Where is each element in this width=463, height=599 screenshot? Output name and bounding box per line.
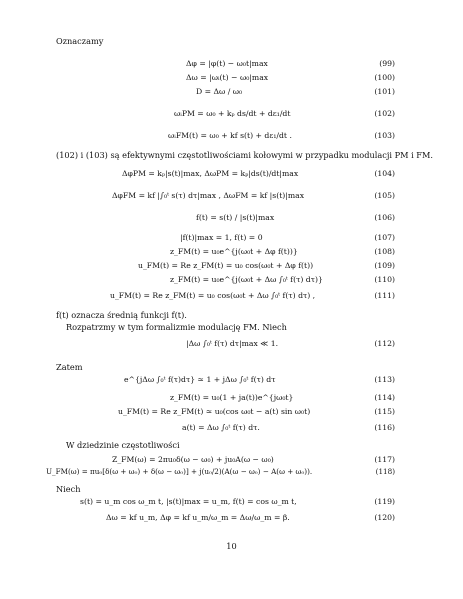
equation-expression: s(t) = u_m cos ω_m t, |s(t)|max = u_m, f(t) = cos ω_m t, [80,497,297,506]
equation-number: (117) [374,455,395,464]
equation-number: (114) [374,393,395,402]
equation-106 [56,208,395,228]
equation-expression: a(t) = Δω ∫₀ᵗ f(τ) dτ. [182,423,260,432]
equation-number: (112) [374,339,395,348]
equation-111 [56,286,395,306]
equation-number: (102) [374,109,395,118]
paragraph-effective-frequencies: (102) i (103) są efektywnymi częstotliwościami kołowymi w przypadku modulacji PM i FM. [56,150,433,160]
equation-number: (106) [374,213,395,222]
equation-expression: z_FM(t) = u₀e^{j(ω₀t + Δφ f(t))} [170,247,298,256]
equation-119 [56,496,395,508]
paragraph-consider-fm: Rozpatrzmy w tym formalizmie modulację FM. Niech [66,322,287,332]
equation-expression: Δω = kf u_m, Δφ = kf u_m/ω_m = Δω/ω_m = β. [106,513,290,522]
equation-expression: z_FM(t) = u₀(1 + ja(t))e^{jω₀t} [170,393,294,402]
equation-expression: e^{jΔω ∫₀ᵗ f(τ)dτ} ≃ 1 + jΔω ∫₀ᵗ f(τ) dτ [124,375,276,384]
equation-107 [56,232,395,244]
equation-number: (116) [374,423,395,432]
equation-expression: u_FM(t) = Re z_FM(t) ≃ u₀(cos ω₀t − a(t) sin ω₀t) [118,407,311,416]
equation-expression: z_FM(t) = u₀e^{j(ω₀t + Δω ∫₀ᵗ f(τ) dτ)} [170,275,323,284]
paragraph-zatem: Zatem [56,362,83,372]
equation-103 [56,126,395,146]
equation-number: (119) [374,497,395,506]
equation-expression: D = Δω / ω₀ [196,87,243,96]
paragraph-niech: Niech [56,484,81,494]
paragraph-frequency-domain: W dziedzinie częstotliwości [66,440,180,450]
paragraph-mean-function: f(t) oznacza średnią funkcji f(t). [56,310,187,320]
equation-expression: Δφ = |φ(t) − ω₀t|max [186,59,268,68]
equation-expression: ΔφPM = kₚ|s(t)|max, ΔωPM = kₚ|ds(t)/dt|max [122,169,299,178]
equation-99 [56,58,395,70]
equation-number: (120) [374,513,395,522]
equation-number: (100) [374,73,395,82]
equation-110 [56,274,395,286]
equation-number: (115) [374,407,395,416]
equation-expression: ΔφFM = kf |∫₀ᵗ s(τ) dτ|max , ΔωFM = kf |s(t)|max [112,191,305,200]
equation-expression: Δω = |ωᵢ(t) − ω₀|max [186,73,269,82]
equation-number: (118) [375,467,395,476]
equation-number: (103) [374,131,395,140]
equation-number: (105) [374,191,395,200]
equation-expression: U_FM(ω) = πu₀[δ(ω + ω₀) + δ(ω − ω₀)] + j(u₀/2)(A(ω − ω₀) − A(ω + ω₀)). [46,467,313,476]
equation-number: (110) [374,275,395,284]
equation-116 [56,418,395,438]
equation-number: (99) [379,59,395,68]
paragraph-oznaczamy: Oznaczamy [56,36,104,46]
equation-115 [56,406,395,418]
equation-109 [56,260,395,272]
equation-number: (104) [374,169,395,178]
equation-112 [56,334,395,354]
page-number: 10 [226,541,237,551]
equation-number: (107) [374,233,395,242]
equation-105 [56,186,395,206]
equation-number: (113) [374,375,395,384]
equation-expression: |Δω ∫₀ᵗ f(τ) dτ|max ≪ 1. [186,339,279,348]
equation-108 [56,246,395,258]
equation-114 [56,392,395,404]
equation-117 [56,454,395,466]
equation-expression: f(t) = s(t) / |s(t)|max [196,213,275,222]
equation-expression: ωᵢPM = ω₀ + kₚ ds/dt + dε₁/dt [174,109,291,118]
equation-number: (109) [374,261,395,270]
equation-118 [46,466,395,478]
equation-expression: Z_FM(ω) = 2πu₀δ(ω − ω₀) + ju₀A(ω − ω₀) [112,455,274,464]
equation-expression: |f(t)|max = 1, f(t) = 0 [180,233,263,242]
equation-101 [56,82,395,102]
equation-number: (108) [374,247,395,256]
equation-number: (111) [374,291,395,300]
equation-104 [56,164,395,184]
equation-number: (101) [374,87,395,96]
equation-113 [56,370,395,390]
equation-expression: ωᵢFM(t) = ω₀ + kf s(t) + dε₁/dt . [168,131,292,140]
equation-102 [56,104,395,124]
equation-expression: u_FM(t) = Re z_FM(t) = u₀ cos(ω₀t + Δφ f(t)) [138,261,314,270]
equation-120 [56,512,395,524]
equation-expression: u_FM(t) = Re z_FM(t) = u₀ cos(ω₀t + Δω ∫₀ᵗ f(τ) dτ) , [110,291,316,300]
